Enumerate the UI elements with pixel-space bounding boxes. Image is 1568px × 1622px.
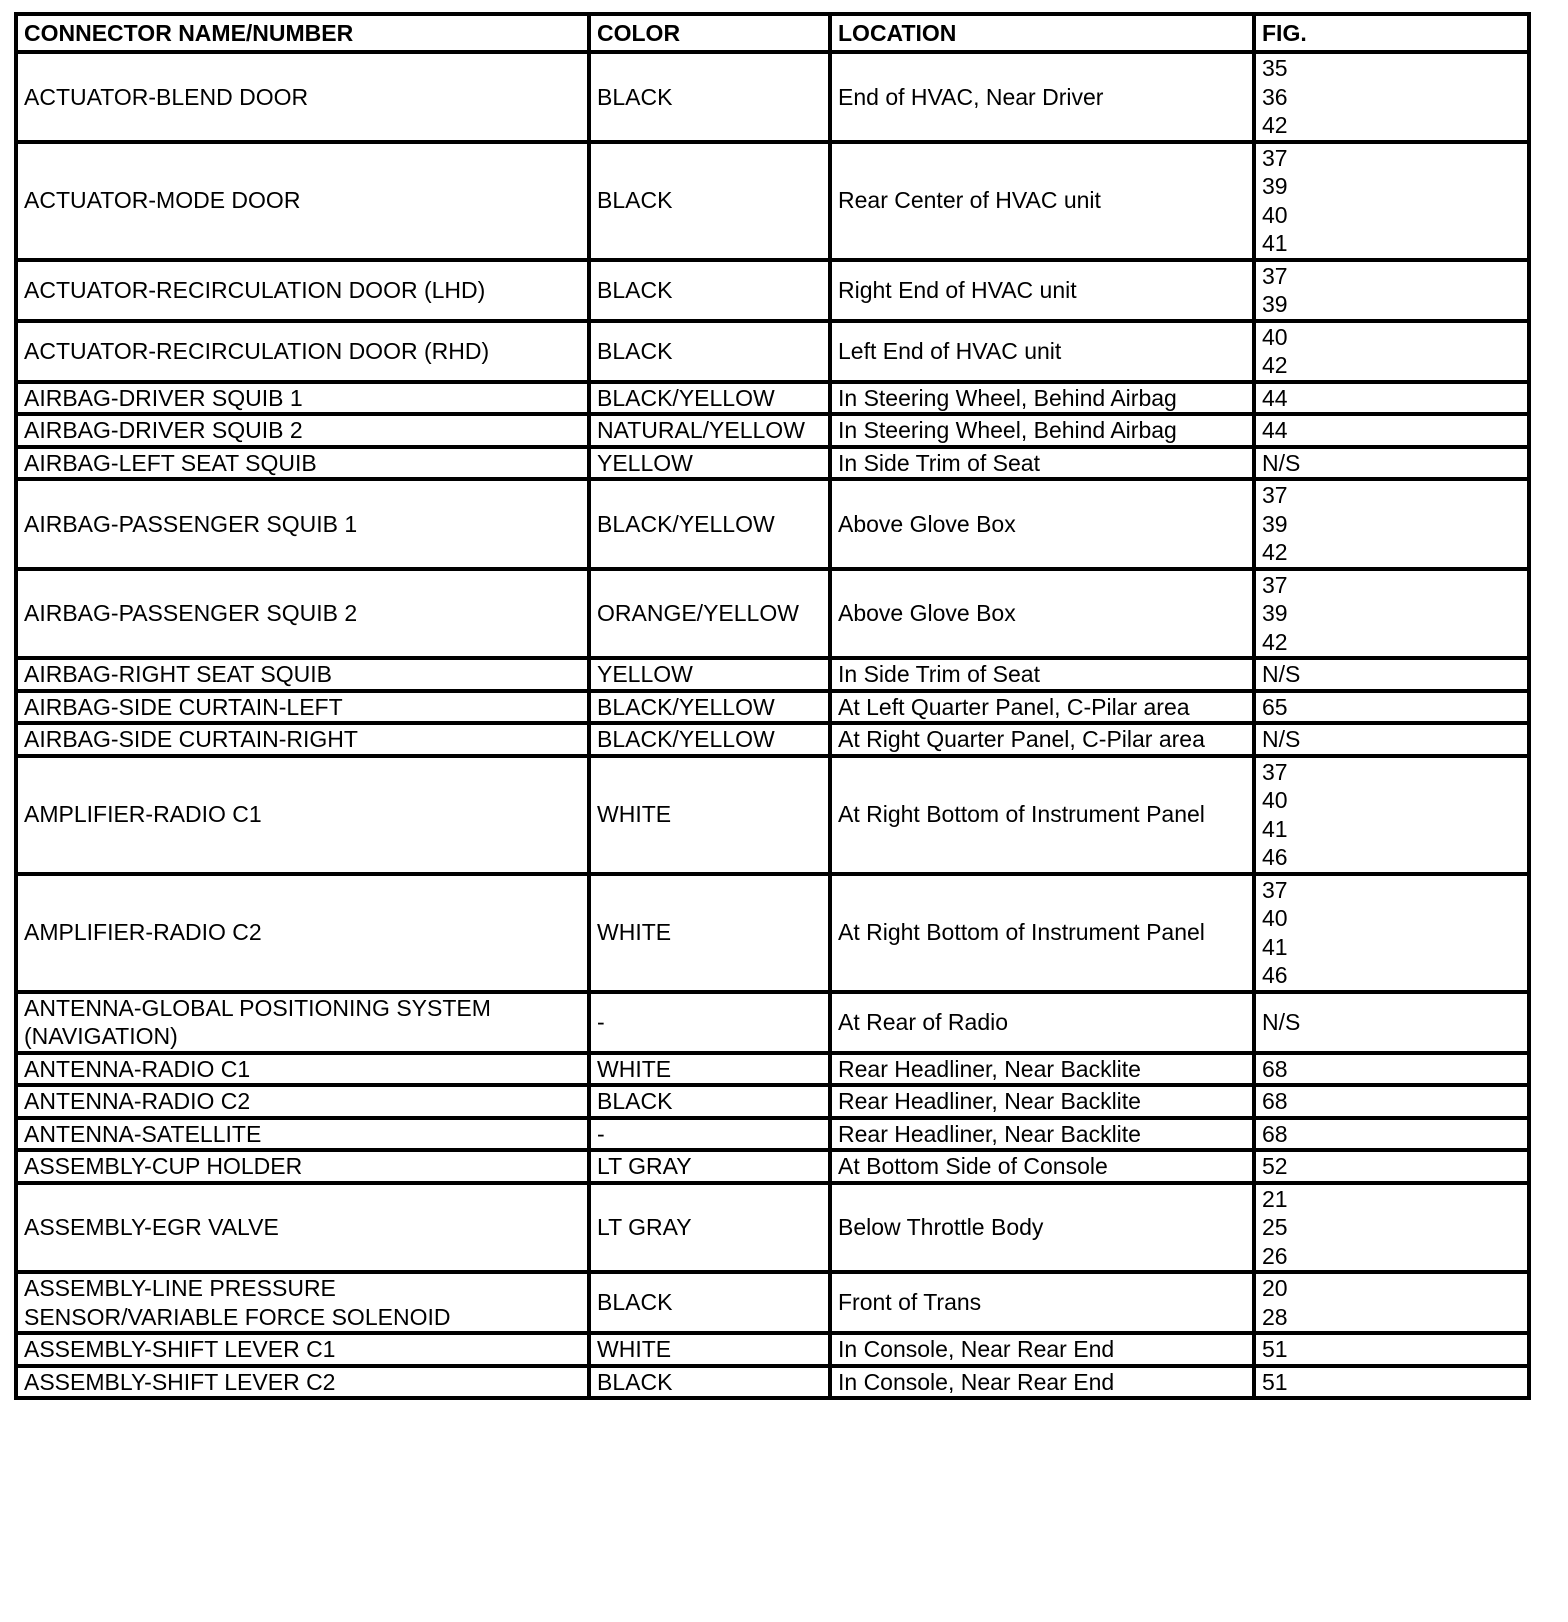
fig-cell <box>1254 723 1529 756</box>
table-row <box>16 874 1529 992</box>
fig-number: 37 <box>1262 144 1288 171</box>
table-row <box>16 1183 1529 1273</box>
table-row <box>16 52 1529 142</box>
location-cell: At Rear of Radio <box>830 992 1254 1053</box>
location-cell: At Right Bottom of Instrument Panel <box>830 756 1254 874</box>
fig-cell <box>1254 658 1529 691</box>
connector-name-cell: ACTUATOR-RECIRCULATION DOOR (LHD) <box>16 260 589 321</box>
color-cell: ORANGE/YELLOW <box>589 569 830 659</box>
connector-name-cell: AMPLIFIER-RADIO C1 <box>16 756 589 874</box>
fig-number: 51 <box>1262 1336 1288 1362</box>
fig-number: 37 <box>1262 758 1288 785</box>
header-color: COLOR <box>589 14 830 52</box>
location-cell: Rear Headliner, Near Backlite <box>830 1085 1254 1118</box>
table-row <box>16 1085 1529 1118</box>
fig-cell <box>1254 756 1529 874</box>
fig-number: 21 <box>1262 1185 1288 1212</box>
color-cell: BLACK/YELLOW <box>589 479 830 569</box>
connector-name-cell: ACTUATOR-BLEND DOOR <box>16 52 589 142</box>
fig-number: 41 <box>1262 230 1288 256</box>
fig-number: 42 <box>1262 628 1288 655</box>
connector-name-line: SENSOR/VARIABLE FORCE SOLENOID <box>24 1303 451 1330</box>
color-cell: BLACK/YELLOW <box>589 723 830 756</box>
color-cell: BLACK/YELLOW <box>589 691 830 724</box>
color-cell: NATURAL/YELLOW <box>589 414 830 447</box>
fig-number: 44 <box>1262 417 1288 443</box>
fig-number: 40 <box>1262 905 1288 931</box>
table-row <box>16 756 1529 874</box>
fig-number: 41 <box>1262 933 1288 960</box>
connector-table <box>14 12 1531 1400</box>
fig-cell <box>1254 382 1529 415</box>
fig-number: N/S <box>1262 1008 1301 1035</box>
connector-name-cell: AMPLIFIER-RADIO C2 <box>16 874 589 992</box>
color-cell: BLACK <box>589 142 830 260</box>
fig-number: 28 <box>1262 1303 1288 1330</box>
color-cell: BLACK <box>589 260 830 321</box>
connector-name-cell: AIRBAG-SIDE CURTAIN-RIGHT <box>16 723 589 756</box>
fig-number: 65 <box>1262 693 1288 720</box>
color-cell: BLACK <box>589 321 830 382</box>
header-connector-name: CONNECTOR NAME/NUMBER <box>16 14 589 52</box>
connector-name-cell: AIRBAG-DRIVER SQUIB 2 <box>16 414 589 447</box>
fig-number: 40 <box>1262 201 1288 228</box>
location-cell: Rear Center of HVAC unit <box>830 142 1254 260</box>
color-cell: YELLOW <box>589 658 830 691</box>
fig-number: 26 <box>1262 1242 1288 1269</box>
table-body <box>16 52 1529 1398</box>
table-row <box>16 414 1529 447</box>
fig-cell <box>1254 414 1529 447</box>
fig-number: 40 <box>1262 323 1288 350</box>
color-cell: BLACK <box>589 1272 830 1333</box>
location-cell: In Console, Near Rear End <box>830 1333 1254 1366</box>
fig-cell <box>1254 1183 1529 1273</box>
connector-name-cell: ASSEMBLY-SHIFT LEVER C1 <box>16 1333 589 1366</box>
fig-cell <box>1254 52 1529 142</box>
connector-name-cell <box>16 992 589 1053</box>
location-cell: In Console, Near Rear End <box>830 1366 1254 1399</box>
fig-cell <box>1254 1085 1529 1118</box>
connector-name-line: (NAVIGATION) <box>24 1023 178 1049</box>
fig-cell <box>1254 874 1529 992</box>
connector-name-cell <box>16 1272 589 1333</box>
fig-number: 20 <box>1262 1275 1288 1301</box>
location-cell: In Side Trim of Seat <box>830 658 1254 691</box>
fig-cell <box>1254 569 1529 659</box>
table-row <box>16 1150 1529 1183</box>
connector-name-cell: ANTENNA-SATELLITE <box>16 1118 589 1151</box>
connector-name-line: ANTENNA-GLOBAL POSITIONING SYSTEM <box>24 994 491 1021</box>
fig-number: 68 <box>1262 1120 1288 1147</box>
fig-number: 37 <box>1262 571 1288 598</box>
color-cell: YELLOW <box>589 447 830 480</box>
fig-number: N/S <box>1262 726 1301 752</box>
fig-cell <box>1254 1366 1529 1399</box>
connector-name-cell: ANTENNA-RADIO C2 <box>16 1085 589 1118</box>
fig-cell <box>1254 321 1529 382</box>
location-cell: In Side Trim of Seat <box>830 447 1254 480</box>
fig-cell <box>1254 1118 1529 1151</box>
connector-name-cell: AIRBAG-LEFT SEAT SQUIB <box>16 447 589 480</box>
fig-number: 39 <box>1262 173 1288 199</box>
fig-number: 44 <box>1262 384 1288 411</box>
fig-cell <box>1254 447 1529 480</box>
fig-number: 35 <box>1262 55 1288 81</box>
table-row <box>16 723 1529 756</box>
color-cell: BLACK <box>589 1085 830 1118</box>
table-row <box>16 569 1529 659</box>
table-row <box>16 992 1529 1053</box>
location-cell: At Bottom Side of Console <box>830 1150 1254 1183</box>
color-cell: BLACK <box>589 52 830 142</box>
location-cell: Left End of HVAC unit <box>830 321 1254 382</box>
connector-name-cell: AIRBAG-PASSENGER SQUIB 1 <box>16 479 589 569</box>
color-cell: LT GRAY <box>589 1150 830 1183</box>
fig-cell <box>1254 992 1529 1053</box>
fig-number: 51 <box>1262 1368 1288 1395</box>
connector-name-line: ASSEMBLY-LINE PRESSURE <box>24 1275 336 1301</box>
fig-number: 42 <box>1262 352 1288 378</box>
fig-number: 46 <box>1262 844 1288 870</box>
color-cell: - <box>589 992 830 1053</box>
fig-cell <box>1254 1333 1529 1366</box>
fig-cell <box>1254 1272 1529 1333</box>
fig-number: 39 <box>1262 510 1288 537</box>
location-cell: Above Glove Box <box>830 479 1254 569</box>
fig-number: 52 <box>1262 1153 1288 1179</box>
table-row <box>16 1272 1529 1333</box>
fig-number: 46 <box>1262 962 1288 988</box>
fig-number: 42 <box>1262 539 1288 565</box>
fig-number: 42 <box>1262 112 1288 138</box>
table-row <box>16 658 1529 691</box>
fig-cell <box>1254 479 1529 569</box>
location-cell: Above Glove Box <box>830 569 1254 659</box>
table-row <box>16 1053 1529 1086</box>
connector-name-cell: AIRBAG-DRIVER SQUIB 1 <box>16 382 589 415</box>
table-row <box>16 142 1529 260</box>
fig-number: 36 <box>1262 83 1288 110</box>
color-cell: WHITE <box>589 1053 830 1086</box>
table-row <box>16 1366 1529 1399</box>
fig-cell <box>1254 1150 1529 1183</box>
color-cell: WHITE <box>589 756 830 874</box>
fig-number: 37 <box>1262 876 1288 903</box>
connector-name-cell: ACTUATOR-MODE DOOR <box>16 142 589 260</box>
header-row <box>16 14 1529 52</box>
table-row <box>16 479 1529 569</box>
fig-cell <box>1254 142 1529 260</box>
table-row <box>16 260 1529 321</box>
location-cell: In Steering Wheel, Behind Airbag <box>830 382 1254 415</box>
color-cell: LT GRAY <box>589 1183 830 1273</box>
fig-cell <box>1254 260 1529 321</box>
fig-cell <box>1254 691 1529 724</box>
location-cell: At Left Quarter Panel, C-Pilar area <box>830 691 1254 724</box>
location-cell: Rear Headliner, Near Backlite <box>830 1053 1254 1086</box>
connector-name-cell: ASSEMBLY-SHIFT LEVER C2 <box>16 1366 589 1399</box>
connector-name-cell: ASSEMBLY-EGR VALVE <box>16 1183 589 1273</box>
connector-name-cell: AIRBAG-SIDE CURTAIN-LEFT <box>16 691 589 724</box>
header-location: LOCATION <box>830 14 1254 52</box>
fig-number: N/S <box>1262 449 1301 476</box>
header-fig: FIG. <box>1254 14 1529 52</box>
fig-number: 39 <box>1262 291 1288 317</box>
fig-number: 25 <box>1262 1214 1288 1240</box>
connector-name-cell: ACTUATOR-RECIRCULATION DOOR (RHD) <box>16 321 589 382</box>
location-cell: At Right Quarter Panel, C-Pilar area <box>830 723 1254 756</box>
table-row <box>16 382 1529 415</box>
table-row <box>16 1118 1529 1151</box>
location-cell: Below Throttle Body <box>830 1183 1254 1273</box>
location-cell: Front of Trans <box>830 1272 1254 1333</box>
location-cell: Rear Headliner, Near Backlite <box>830 1118 1254 1151</box>
location-cell: At Right Bottom of Instrument Panel <box>830 874 1254 992</box>
table-row <box>16 321 1529 382</box>
fig-cell <box>1254 1053 1529 1086</box>
table-row <box>16 691 1529 724</box>
color-cell: WHITE <box>589 874 830 992</box>
fig-number: 41 <box>1262 815 1288 842</box>
fig-number: 40 <box>1262 787 1288 813</box>
location-cell: End of HVAC, Near Driver <box>830 52 1254 142</box>
connector-name-cell: ASSEMBLY-CUP HOLDER <box>16 1150 589 1183</box>
fig-number: 37 <box>1262 262 1288 289</box>
color-cell: - <box>589 1118 830 1151</box>
fig-number: 39 <box>1262 600 1288 626</box>
fig-number: N/S <box>1262 661 1301 687</box>
fig-number: 68 <box>1262 1055 1288 1082</box>
fig-number: 68 <box>1262 1088 1288 1114</box>
color-cell: BLACK <box>589 1366 830 1399</box>
connector-name-cell: AIRBAG-RIGHT SEAT SQUIB <box>16 658 589 691</box>
connector-name-cell: ANTENNA-RADIO C1 <box>16 1053 589 1086</box>
table-row <box>16 1333 1529 1366</box>
connector-name-cell: AIRBAG-PASSENGER SQUIB 2 <box>16 569 589 659</box>
table-row <box>16 447 1529 480</box>
fig-number: 37 <box>1262 482 1288 508</box>
color-cell: BLACK/YELLOW <box>589 382 830 415</box>
color-cell: WHITE <box>589 1333 830 1366</box>
location-cell: In Steering Wheel, Behind Airbag <box>830 414 1254 447</box>
location-cell: Right End of HVAC unit <box>830 260 1254 321</box>
